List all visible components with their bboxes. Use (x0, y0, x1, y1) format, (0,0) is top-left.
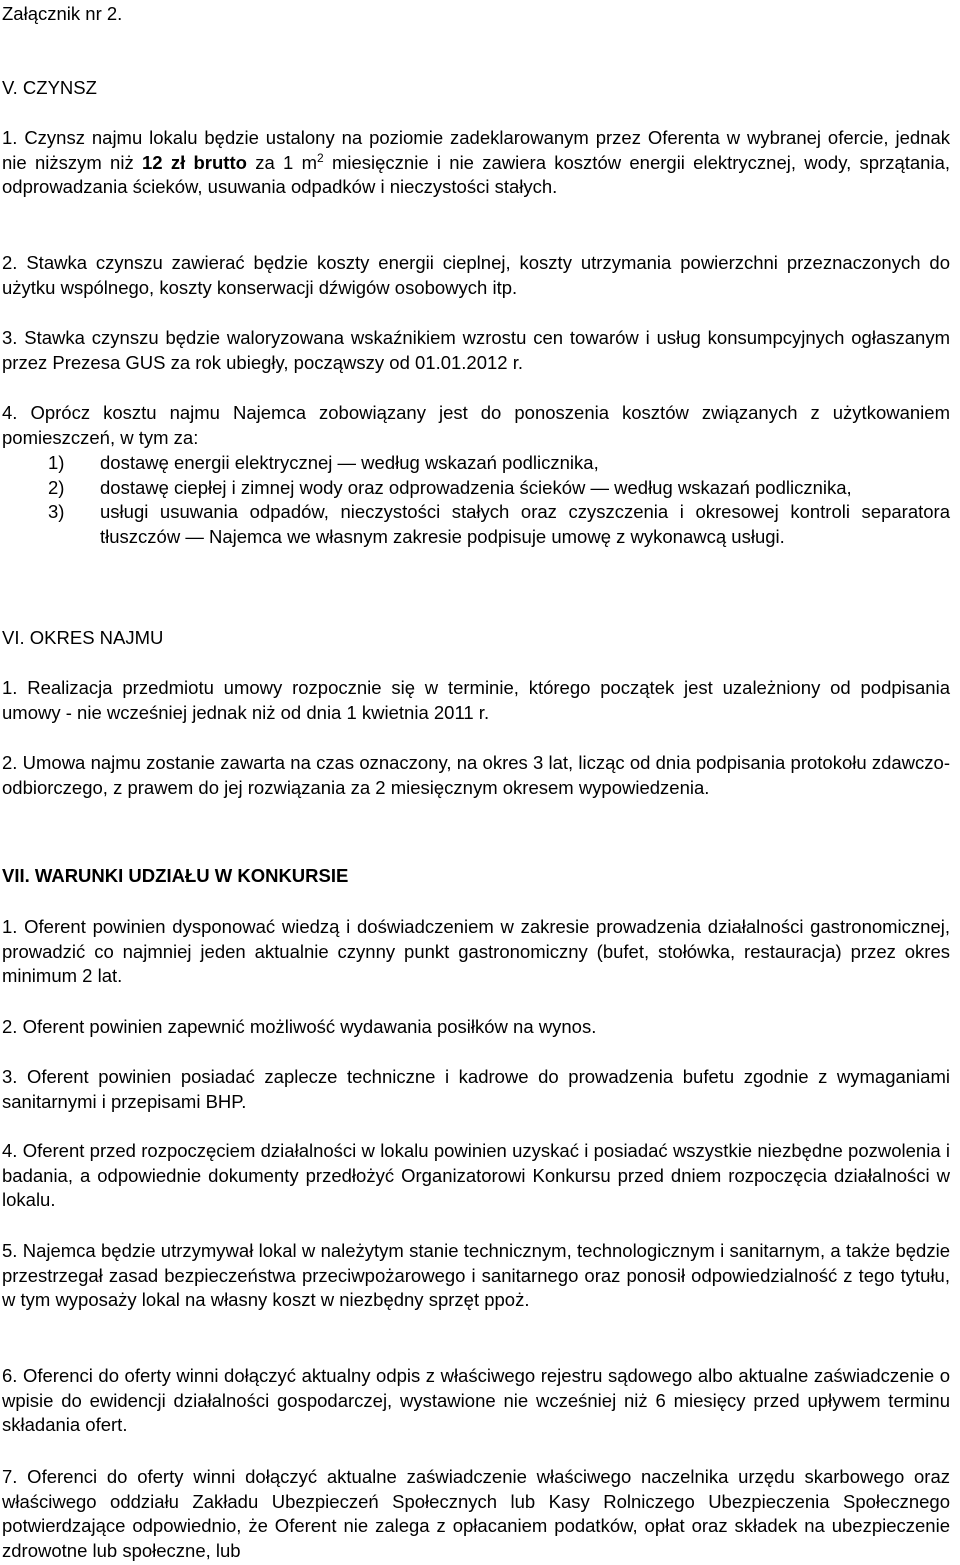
list-item-text: dostawę ciepłej i zimnej wody oraz odprowadzenia ścieków — według wskazań podlicznika, (100, 476, 852, 498)
list-item (48, 476, 950, 501)
section-title-warunki: VII. WARUNKI UDZIAŁU W KONKURSIE (2, 865, 349, 886)
unit-superscript: 2 (317, 150, 324, 165)
warunki-paragraph-7: 7. Oferenci do oferty winni dołączyć aktualne zaświadczenie właściwego naczelnika urzędu skarbowego oraz właściwego oddziału Zakładu Ubezpieczeń Społecznych lub Kasy Rolniczego Ubezpieczenia Społecznego potwierdzające odpowiednio, że Oferent nie zalega z opłacaniem podatków, opłat oraz składek na ubezpieczenie zdrowotne lub społeczne, lub (2, 1466, 950, 1561)
warunki-paragraph-4: 4. Oferent przed rozpoczęciem działalności w lokalu powinien uzyskać i posiadać wszystkie niezbędne pozwolenia i badania, a odpowiednie dokumenty przedłożyć Organizatorowi Konkursu przed dniem rozpoczęcia działalności w lokalu. (2, 1140, 950, 1211)
okres-paragraph-2: 2. Umowa najmu zostanie zawarta na czas oznaczony, na okres 3 lat, licząc od dnia podpisania protokołu zdawczo-odbiorczego, z prawem do jej rozwiązania za 2 miesięcznym okresem wypowiedzenia. (2, 752, 950, 798)
list-item (48, 451, 950, 476)
unit-text: za 1 m (246, 151, 318, 173)
section-title-czynsz: V. CZYNSZ (2, 77, 97, 98)
list-item-text: usługi usuwania odpadów, nieczystości stałych oraz czyszczenia i okresowej kontroli separatora tłuszczów — Najemca we własnym zakresie podpisuje umowę z wykonawcą usługi. (100, 501, 950, 547)
rent-amount: 12 zł brutto (141, 151, 247, 173)
czynsz-paragraph-1 (2, 126, 950, 200)
warunki-paragraph-2: 2. Oferent powinien zapewnić możliwość wydawania posiłków na wynos. (2, 1016, 597, 1037)
list-item-number: 1) (48, 452, 65, 473)
section-title-okres: VI. OKRES NAJMU (2, 627, 164, 648)
warunki-paragraph-5: 5. Najemca będzie utrzymywał lokal w należytym stanie technicznym, technologicznym i sanitarnym, a także będzie przestrzegał zasad bezpieczeństwa przeciwpożarowego i sanitarnego oraz ponosił odpowiedzialność z tego tytułu, w tym wyposaży lokal na własny koszt w niezbędny sprzęt ppoż. (2, 1240, 950, 1311)
list-item (48, 500, 950, 549)
czynsz-p1-rest: miesięcznie i nie zawiera kosztów energii elektrycznej, wody, sprzątania, odprowadzania ścieków, usuwania odpadków i nieczystości stałych. (2, 151, 950, 198)
czynsz-cost-list (48, 451, 950, 549)
czynsz-p1-text: 1. Czynsz najmu lokalu będzie ustalony na poziomie zadeklarowanym przez Oferenta w wybranej ofercie, jednak nie niższym niż (2, 127, 950, 173)
list-item-number: 2) (48, 476, 65, 498)
okres-paragraph-1: 1. Realizacja przedmiotu umowy rozpocznie się w terminie, którego początek jest uzależniony od podpisania umowy - nie wcześniej jednak niż od dnia 1 kwietnia 2011 r. (2, 677, 950, 723)
warunki-paragraph-6: 6. Oferenci do oferty winni dołączyć aktualny odpis z właściwego rejestru sądowego albo aktualne zaświadczenie o wpisie do ewidencji działalności gospodarczej, wystawione nie wcześniej niż 6 miesięcy przed upływem terminu składania ofert. (2, 1365, 950, 1436)
warunki-paragraph-3: 3. Oferent powinien posiadać zaplecze techniczne i kadrowe do prowadzenia bufetu zgodnie z wymaganiami sanitarnymi i przepisami BHP. (2, 1066, 950, 1112)
list-item-number: 3) (48, 501, 65, 523)
annex-label: Załącznik nr 2. (2, 3, 123, 24)
czynsz-paragraph-4: 4. Oprócz kosztu najmu Najemca zobowiązany jest do ponoszenia kosztów związanych z użytkowaniem pomieszczeń, w tym za: (2, 402, 950, 448)
list-item-text: dostawę energii elektrycznej — według wskazań podlicznika, (100, 452, 599, 473)
warunki-paragraph-1: 1. Oferent powinien dysponować wiedzą i doświadczeniem w zakresie prowadzenia działalności gastronomicznej, prowadzić co najmniej jeden aktualnie czynny punkt gastronomiczny (bufet, stołówka, restauracja) przez okres minimum 2 lat. (2, 916, 950, 987)
czynsz-paragraph-2: 2. Stawka czynszu zawierać będzie koszty energii cieplnej, koszty utrzymania powierzchni przeznaczonych do użytku wspólnego, koszty konserwacji dźwigów osobowych itp. (2, 252, 950, 298)
czynsz-paragraph-3: 3. Stawka czynszu będzie waloryzowana wskaźnikiem wzrostu cen towarów i usług konsumpcyjnych ogłaszanym przez Prezesa GUS za rok ubiegły, począwszy od 01.01.2012 r. (2, 327, 950, 373)
